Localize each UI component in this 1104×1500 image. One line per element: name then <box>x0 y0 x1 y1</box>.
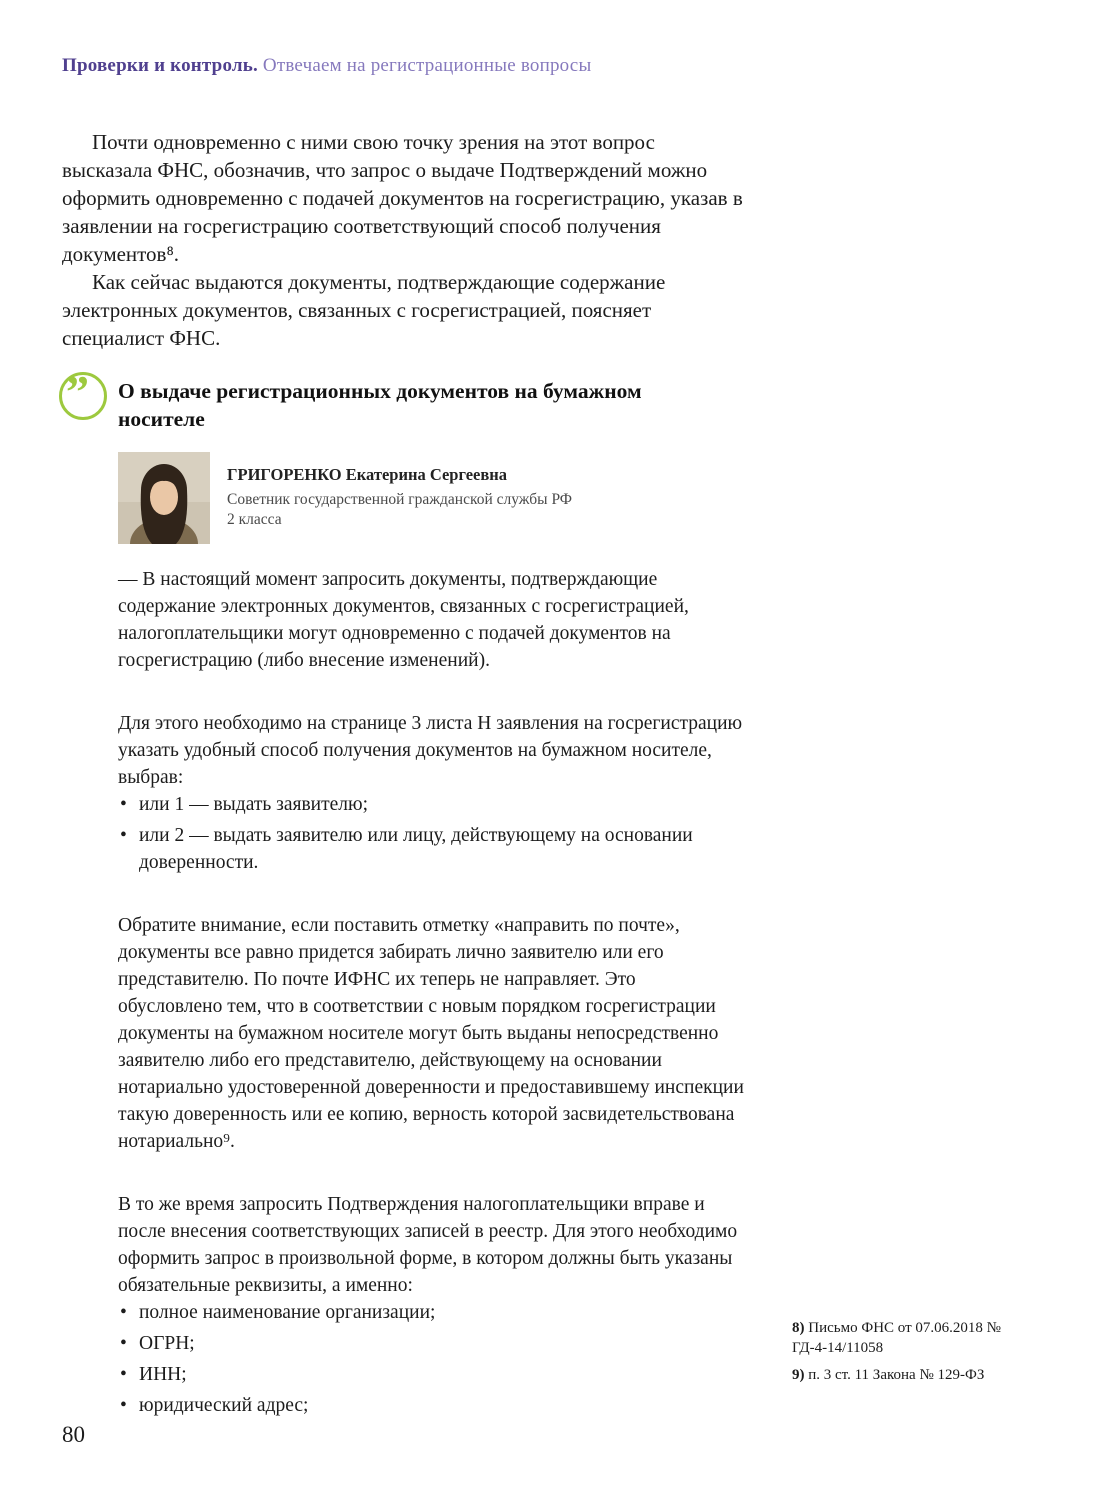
footnote-8 <box>792 1318 1012 1358</box>
list-item <box>118 1361 744 1388</box>
footnote-text: Письмо ФНС от 07.06.2018 № ГД-4-14/11058 <box>792 1320 1001 1356</box>
quote-heading: О выдаче регистрационных документов на бумажном носителе <box>118 379 642 431</box>
quote-paragraph-2: Для этого необходимо на странице 3 листа Н заявления на госрегистрацию указать удобный способ получения документов на бумажном носителе, выбрав: <box>118 713 743 788</box>
bullet-icon: • <box>120 794 127 815</box>
person-card <box>118 452 572 544</box>
page-header <box>62 55 591 77</box>
list-item <box>118 791 744 818</box>
bullet-icon: • <box>120 1395 127 1416</box>
footnote-text: п. 3 ст. 11 Закона № 129-ФЗ <box>808 1367 985 1383</box>
list-item-text: полное наименование организации; <box>139 1302 436 1323</box>
person-position-line-1: Советник государственной гражданской службы РФ <box>227 491 573 508</box>
bullet-icon: • <box>120 825 127 846</box>
person-info <box>227 452 572 530</box>
list-item <box>118 1299 744 1326</box>
quote-paragraph-3: Обратите внимание, если поставить отметку «направить по почте», документы все равно придется забирать лично заявителю или его представителю. По почте ИФНС их теперь не направляет. Это обусловлено тем, что в соответствии с новым порядком госрегистрации документы на бумажном носителе могут быть выданы непосредственно заявителю либо его представителю, действующему на основании нотариально удостоверенной доверенности и предоставившему инспекции такую доверенность или ее копию, верность которой засвидетельствована нотариально⁹. <box>118 915 744 1152</box>
list-item-text: ОГРН; <box>139 1333 195 1354</box>
person-position <box>227 490 572 530</box>
bullet-icon: • <box>120 1333 127 1354</box>
footnotes <box>792 1318 1012 1392</box>
list-item-text: юридический адрес; <box>139 1395 309 1416</box>
footnote-number: 9) <box>792 1367 805 1383</box>
section-subtitle: Отвечаем на регистрационные вопросы <box>262 55 592 76</box>
quote-paragraph-1: — В настоящий момент запросить документы, подтверждающие содержание электронных документов, связанных с госрегистрацией, налогоплательщики могут одновременно с подачей документов на госрегистрацию (либо внесение изменений). <box>118 569 689 671</box>
quote-mark-glyph: ” <box>66 366 89 417</box>
list-item <box>118 1330 744 1357</box>
list-item <box>118 1392 744 1419</box>
options-list <box>118 791 744 876</box>
section-title: Проверки и контроль. <box>62 55 258 76</box>
list-item-text: ИНН; <box>139 1364 187 1385</box>
footnote-number: 8) <box>792 1320 805 1336</box>
intro-paragraph-1: Почти одновременно с ними свою точку зрения на этот вопрос высказала ФНС, обозначив, что запрос о выдаче Подтверждений можно оформить одновременно с подачей документов на госрегистрацию, указав в заявлении на госрегистрацию соответствующий способ получения документов⁸. <box>62 130 743 266</box>
quote-body <box>118 566 744 1423</box>
list-item-text: или 2 — выдать заявителю или лицу, действующему на основании доверенности. <box>139 825 693 873</box>
list-item <box>118 822 744 876</box>
footnote-9 <box>792 1365 1012 1385</box>
quote-paragraph-4: В то же время запросить Подтверждения налогоплательщики вправе и после внесения соответствующих записей в реестр. Для этого необходимо оформить запрос в произвольной форме, в котором должны быть указаны обязательные реквизиты, а именно: <box>118 1194 738 1296</box>
intro-text <box>62 128 750 352</box>
bullet-icon: • <box>120 1364 127 1385</box>
person-name: ГРИГОРЕНКО Екатерина Сергеевна <box>227 465 508 484</box>
quote-icon <box>59 366 107 420</box>
portrait-photo <box>118 452 210 544</box>
page-number: 80 <box>62 1422 85 1447</box>
person-position-line-2: 2 класса <box>227 511 282 528</box>
list-item-text: или 1 — выдать заявителю; <box>139 794 369 815</box>
bullet-icon: • <box>120 1302 127 1323</box>
requisites-list <box>118 1299 744 1419</box>
intro-paragraph-2: Как сейчас выдаются документы, подтверждающие содержание электронных документов, связанных с госрегистрацией, поясняет специалист ФНС. <box>62 270 666 350</box>
